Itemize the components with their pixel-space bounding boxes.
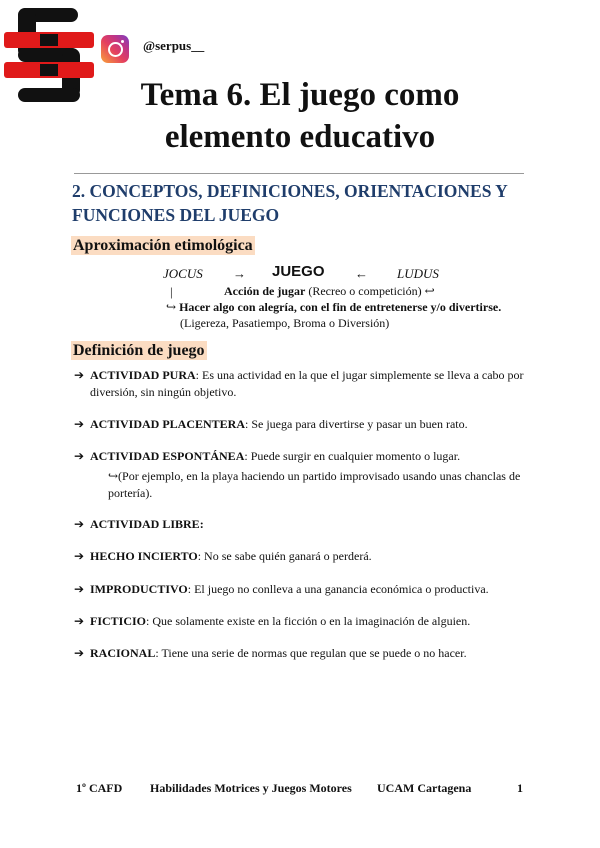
list-item [74, 516, 529, 533]
list-item [74, 548, 529, 565]
instagram-handle: @serpus__ [143, 38, 205, 53]
item-text: : El juego no conlleva a una ganancia económica o productiva. [187, 582, 489, 596]
list-item [74, 613, 529, 630]
accion-bold: Acción de jugar [224, 284, 306, 298]
etymology-juego: JUEGO [272, 263, 325, 280]
etymology-accion [224, 284, 435, 299]
footer-subject: Habilidades Motrices y Juegos Motores [150, 781, 352, 795]
arrow-bullet-icon: ➔ [74, 417, 85, 431]
instagram-icon [101, 35, 129, 63]
item-term: HECHO INCIERTO [90, 549, 198, 563]
etymology-heading [71, 237, 255, 255]
list-item [74, 367, 529, 401]
arrow-bullet-icon: ➔ [74, 582, 85, 596]
definition-heading-text: Definición de juego [73, 342, 205, 359]
list-item [74, 645, 529, 662]
item-term: IMPRODUCTIVO [90, 582, 188, 596]
item-term: FICTICIO [90, 614, 147, 628]
section-heading [72, 179, 542, 227]
accion-rest: (Recreo o competición) ↩ [305, 284, 435, 298]
list-item [74, 581, 529, 598]
title-line-2: elemento educativo [164, 119, 436, 155]
section-heading-line-1: 2. CONCEPTOS, DEFINICIONES, ORIENTACIONES Y [72, 181, 508, 201]
item-term: ACTIVIDAD PURA [90, 368, 196, 382]
item-text: : Tiene una serie de normas que regulan que se puede o no hacer. [155, 646, 467, 660]
item-term: ACTIVIDAD LIBRE: [90, 517, 204, 531]
arrow-bullet-icon: ➔ [74, 368, 85, 382]
footer-school: UCAM Cartagena [377, 781, 472, 795]
item-term: ACTIVIDAD PLACENTERA [90, 417, 246, 431]
example-note: ↪(Por ejemplo, en la playa haciendo un partido improvisado usando unas chanclas de portería). [108, 469, 521, 500]
page-number: 1 [517, 781, 523, 795]
arrow-left-icon: ← [355, 266, 368, 281]
item-text: : Es una actividad en la que el jugar simplemente se lleva a cabo por diversión, sin ningún objetivo. [90, 368, 524, 399]
etymology-hacer [166, 300, 501, 315]
title-line-1: Tema 6. El juego como [140, 77, 460, 113]
item-text: : Que solamente existe en la ficción o en la imaginación de alguien. [146, 614, 471, 628]
item-text: : No se sabe quién ganará o perderá. [197, 549, 372, 563]
item-text: : Puede surgir en cualquier momento o lugar. [244, 449, 461, 463]
arrow-right-icon: → [233, 266, 246, 281]
section-heading-line-2: FUNCIONES DEL JUEGO [72, 205, 280, 225]
item-term: RACIONAL [90, 646, 156, 660]
item-term: ACTIVIDAD ESPONTÁNEA [90, 449, 245, 463]
definition-heading [71, 342, 207, 360]
return-arrow-icon: ↪ [166, 300, 180, 314]
etymology-heading-text: Aproximación etimológica [73, 237, 253, 254]
etymology-ludus: LUDUS [397, 266, 439, 281]
hacer-text: Hacer algo con alegría, con el fin de entretenerse y/o divertirse. [179, 300, 502, 314]
footer-course: 1º CAFD [76, 781, 123, 795]
etymology-connector: | [170, 284, 173, 299]
list-item [74, 448, 529, 465]
etymology-jocus: JOCUS [163, 266, 203, 281]
item-text: : Se juega para divertirse y pasar un buen rato. [245, 417, 468, 431]
serpus-logo [4, 4, 94, 106]
page-title [100, 74, 500, 158]
arrow-bullet-icon: ➔ [74, 517, 85, 531]
arrow-bullet-icon: ➔ [74, 614, 85, 628]
divider [74, 173, 524, 174]
arrow-bullet-icon: ➔ [74, 646, 85, 660]
arrow-bullet-icon: ➔ [74, 449, 85, 463]
etymology-synonyms: (Ligereza, Pasatiempo, Broma o Diversión) [180, 316, 390, 330]
arrow-bullet-icon: ➔ [74, 549, 85, 563]
list-item [74, 416, 529, 433]
